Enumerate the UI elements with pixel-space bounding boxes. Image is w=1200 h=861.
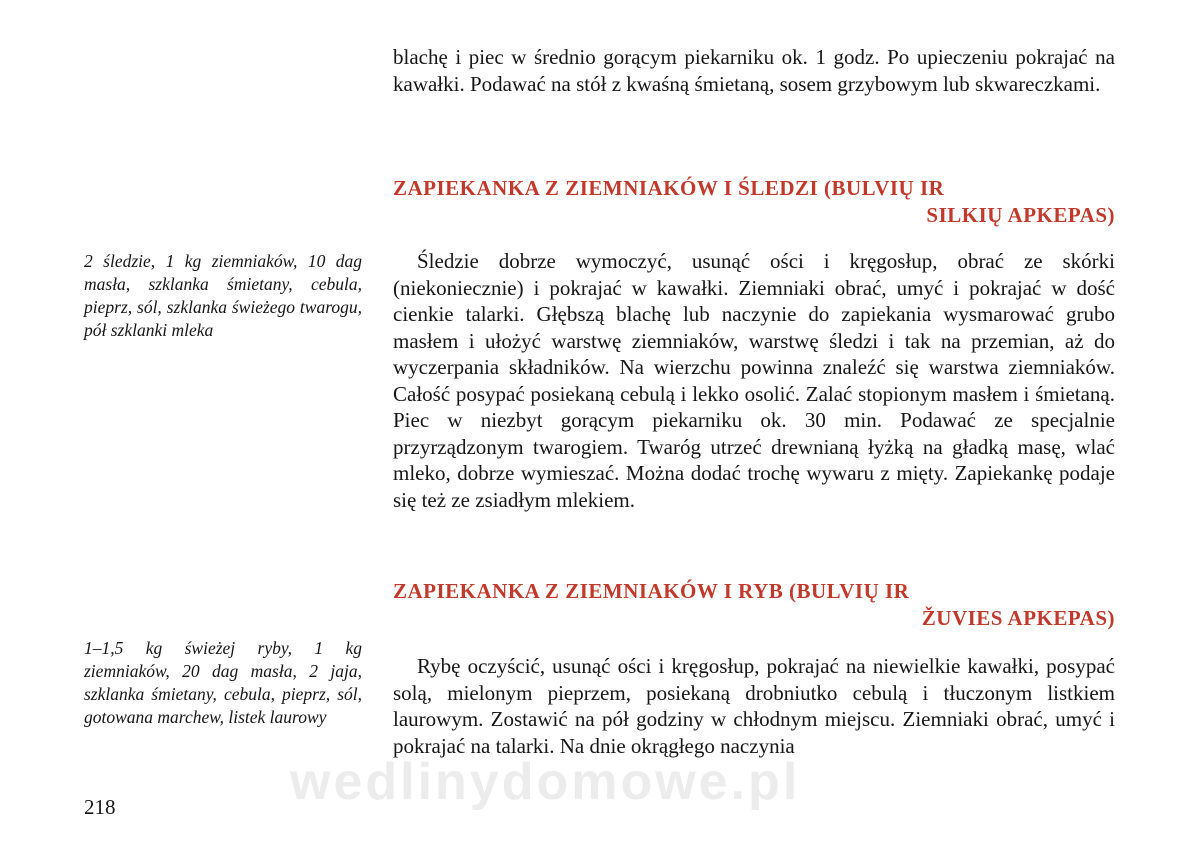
- recipe-title-line2: SILKIŲ APKEPAS): [926, 203, 1115, 227]
- instructions-herring: Śledzie dobrze wymoczyć, usunąć ości i kręgosłup, obrać ze skórki (niekoniecznie) i pokrajać w kawałki. Ziemniaki obrać, umyć i pokrajać w dość cienkie talarki. Głębszą blachę lub naczynie do zapiekania wysmarować grubo masłem i ułożyć warstwę ziemniaków, warstwę śledzi i tak na przemian, aż do wyczerpania składników. Na wierzchu powinna znaleźć się warstwa ziemniaków. Całość posypać posiekaną cebulą i lekko osolić. Zalać stopionym masłem i śmietaną. Piec w niezbyt gorącym piekarniku ok. 30 min. Podawać ze specjalnie przyrządzonym twarogiem. Twaróg utrzeć drewnianą łyżką na gładką masę, wlać mleko, dobrze wymieszać. Można dodać trochę wywaru z mięty. Zapiekankę podaje się też ze zsiadłym mlekiem.: [393, 249, 1115, 512]
- ingredients-list-fish: 1–1,5 kg świeżej ryby, 1 kg ziemniaków, 20 dag masła, 2 jaja, szklanka śmietany, cebula, pieprz, sól, gotowana marchew, listek laurowy: [84, 638, 362, 727]
- instructions-fish: Rybę oczyścić, usunąć ości i kręgosłup, pokrajać na niewielkie kawałki, posypać solą, mielonym pieprzem, posiekaną drobniutko cebulą i tłuczonym listkiem laurowym. Zostawić na pół godziny w chłodnym miejscu. Ziemniaki obrać, umyć i pokrajać na talarki. Na dnie okrągłego naczynia: [393, 654, 1115, 758]
- recipe-title-line1: ZAPIEKANKA Z ZIEMNIAKÓW I ŚLEDZI (BULVIŲ IR: [393, 176, 945, 200]
- recipe-title-line2: ŽUVIES APKEPAS): [921, 606, 1115, 630]
- watermark: wedlinydomowe.pl: [290, 753, 801, 811]
- recipe-title-line1: ZAPIEKANKA Z ZIEMNIAKÓW I RYB (BULVIŲ IR: [393, 579, 910, 603]
- recipe-title-fish: [393, 578, 1115, 632]
- ingredients-list-herring: 2 śledzie, 1 kg ziemniaków, 10 dag masła, szklanka śmietany, cebula, pieprz, sól, szklanka świeżego twarogu, pół szklanki mleka: [84, 251, 362, 340]
- intro-paragraph: blachę i piec w średnio gorącym piekarniku ok. 1 godz. Po upieczeniu pokrajać na kawałki. Podawać na stół z kwaśną śmietaną, sosem grzybowym lub skwareczkami.: [393, 45, 1115, 96]
- page-number: 218: [84, 795, 116, 819]
- recipe-title-herring: [393, 175, 1115, 229]
